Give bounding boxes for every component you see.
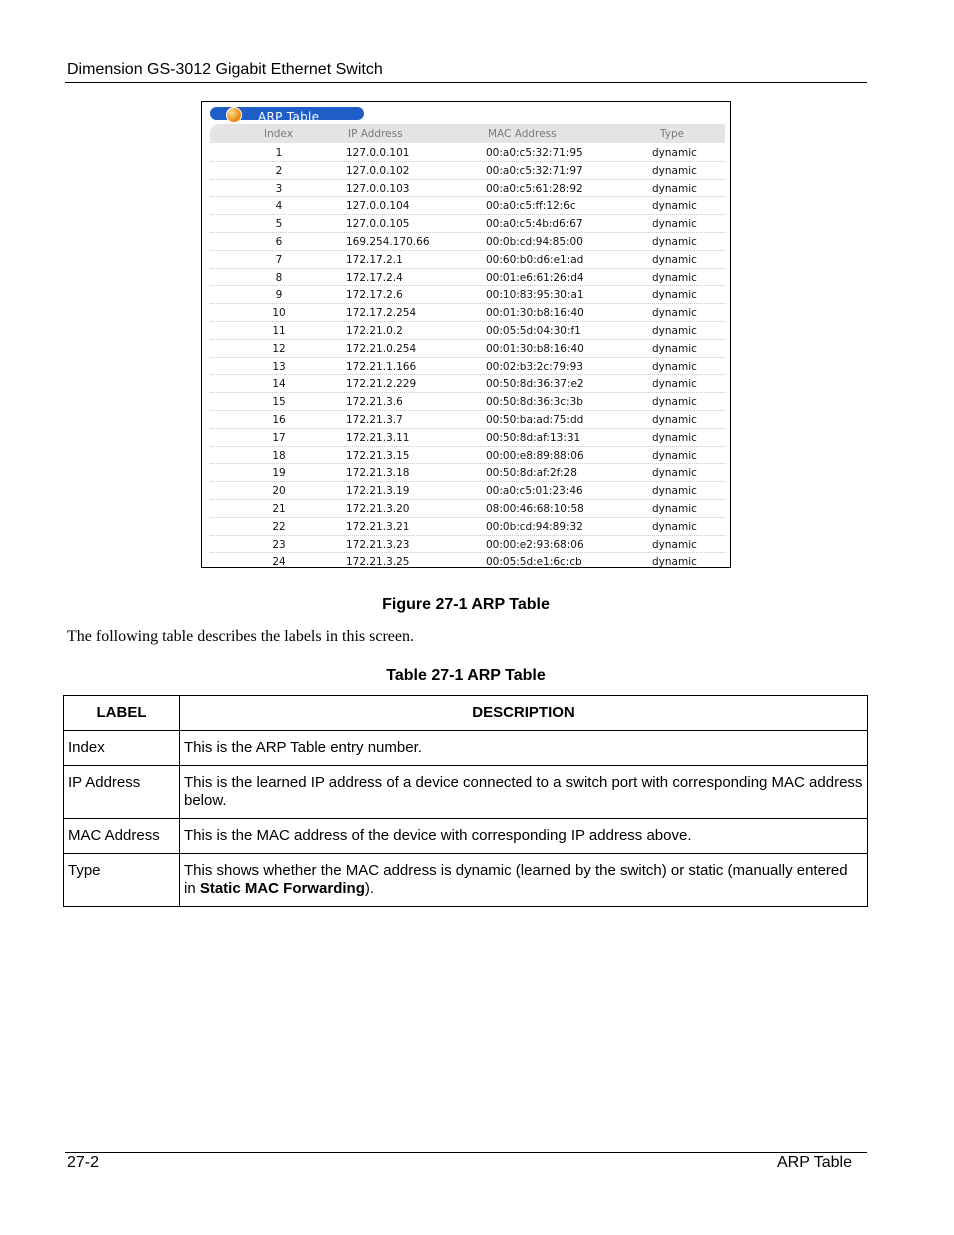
cell-index: 17 (272, 431, 286, 444)
column-header-type: Type (660, 128, 685, 140)
cell-mac-address: 00:05:5d:e1:6c:cb (486, 556, 582, 568)
label-description-table (63, 695, 868, 907)
cell-ip-address: 172.17.2.254 (346, 307, 417, 320)
cell-index: 22 (272, 520, 286, 533)
arp-row (210, 536, 725, 554)
arp-table-screenshot (201, 101, 731, 568)
arp-row (210, 340, 725, 358)
cell-index: 9 (275, 289, 283, 302)
cell-mac-address: 00:a0:c5:ff:12:6c (486, 200, 576, 213)
cell-type: dynamic (652, 378, 697, 391)
cell-ip-address: 172.21.3.11 (346, 431, 410, 444)
header-description: DESCRIPTION (180, 696, 868, 731)
row-label: MAC Address (64, 819, 180, 854)
cell-ip-address: 169.254.170.66 (346, 235, 430, 248)
arp-table-header (210, 124, 725, 143)
cell-ip-address: 172.21.3.21 (346, 520, 410, 533)
desc-text-before: This shows whether the MAC address is dynamic (learned by the switch) or static (manually entered in (184, 862, 848, 897)
cell-index: 5 (275, 218, 283, 231)
cell-ip-address: 127.0.0.102 (346, 164, 410, 177)
cell-ip-address: 172.21.3.7 (346, 413, 403, 426)
cell-mac-address: 00:50:8d:36:37:e2 (486, 378, 584, 391)
cell-index: 21 (272, 502, 286, 515)
cell-ip-address: 172.21.1.166 (346, 360, 417, 373)
cell-ip-address: 172.21.0.254 (346, 342, 417, 355)
cell-mac-address: 00:50:8d:af:2f:28 (486, 467, 577, 480)
row-label: Type (64, 854, 180, 907)
cell-index: 16 (272, 413, 286, 426)
cell-mac-address: 00:0b:cd:94:89:32 (486, 520, 583, 533)
cell-type: dynamic (652, 182, 697, 195)
cell-mac-address: 00:a0:c5:01:23:46 (486, 485, 583, 498)
column-header-ip-address: IP Address (348, 128, 403, 140)
row-label: Index (64, 731, 180, 766)
cell-mac-address: 00:50:8d:af:13:31 (486, 431, 581, 444)
cell-mac-address: 00:50:ba:ad:75:dd (486, 413, 584, 426)
cell-mac-address: 00:a0:c5:32:71:95 (486, 147, 583, 159)
cell-mac-address: 00:a0:c5:61:28:92 (486, 182, 583, 195)
table-row (64, 854, 868, 907)
cell-ip-address: 172.17.2.6 (346, 289, 403, 302)
cell-ip-address: 172.17.2.1 (346, 253, 403, 266)
column-header-mac-address: MAC Address (488, 128, 557, 140)
cell-type: dynamic (652, 538, 697, 551)
cell-type: dynamic (652, 253, 697, 266)
arp-row (210, 144, 725, 162)
cell-mac-address: 00:a0:c5:4b:d6:67 (486, 218, 583, 231)
cell-ip-address: 172.21.3.20 (346, 502, 410, 515)
cell-type: dynamic (652, 396, 697, 409)
arp-row (210, 482, 725, 500)
cell-type: dynamic (652, 449, 697, 462)
arp-row (210, 411, 725, 429)
cell-ip-address: 172.21.3.15 (346, 449, 410, 462)
cell-type: dynamic (652, 520, 697, 533)
table-header-row (64, 696, 868, 731)
cell-type: dynamic (652, 200, 697, 213)
static-mac-forwarding-term: Static MAC Forwarding (199, 880, 365, 897)
panel-title: ARP Table (258, 110, 320, 124)
arp-row (210, 304, 725, 322)
cell-type: dynamic (652, 218, 697, 231)
arp-row (210, 358, 725, 376)
cell-ip-address: 172.21.3.19 (346, 485, 410, 498)
footer-rule (65, 1152, 867, 1153)
arp-row (210, 215, 725, 233)
arp-row (210, 180, 725, 198)
cell-index: 15 (272, 396, 286, 409)
cell-index: 7 (275, 253, 283, 266)
cell-type: dynamic (652, 342, 697, 355)
arp-row (210, 162, 725, 180)
cell-type: dynamic (652, 556, 697, 568)
arp-row (210, 464, 725, 482)
cell-mac-address: 00:05:5d:04:30:f1 (486, 324, 581, 337)
header-rule (65, 82, 867, 83)
cell-mac-address: 00:00:e2:93:68:06 (486, 538, 584, 551)
arp-table-rows (210, 144, 725, 568)
arp-row (210, 197, 725, 215)
footer-page-number: 27-2 (67, 1154, 100, 1171)
row-description: This is the ARP Table entry number. (180, 731, 868, 766)
cell-type: dynamic (652, 467, 697, 480)
table-row (64, 731, 868, 766)
desc-text-after: ). (364, 880, 375, 897)
cell-index: 1 (275, 147, 283, 159)
cell-type: dynamic (652, 289, 697, 302)
cell-type: dynamic (652, 147, 697, 159)
cell-ip-address: 172.21.0.2 (346, 324, 403, 337)
row-description: This is the MAC address of the device with corresponding IP address above. (180, 819, 868, 854)
row-label: IP Address (64, 766, 180, 819)
cell-index: 4 (275, 200, 283, 213)
arp-row (210, 429, 725, 447)
cell-index: 18 (272, 449, 286, 462)
page-header-title: Dimension GS-3012 Gigabit Ethernet Switch (67, 61, 383, 78)
cell-mac-address: 00:60:b0:d6:e1:ad (486, 253, 584, 266)
cell-index: 13 (272, 360, 286, 373)
table-caption: Table 27-1 ARP Table (386, 667, 546, 684)
cell-ip-address: 172.21.3.18 (346, 467, 410, 480)
cell-ip-address: 172.21.2.229 (346, 378, 417, 391)
table-row (64, 766, 868, 819)
cell-mac-address: 00:a0:c5:32:71:97 (486, 164, 583, 177)
cell-index: 12 (272, 342, 286, 355)
cell-index: 3 (275, 182, 283, 195)
cell-mac-address: 00:0b:cd:94:85:00 (486, 235, 583, 248)
cell-index: 19 (272, 467, 286, 480)
cell-type: dynamic (652, 485, 697, 498)
row-description: This is the learned IP address of a device connected to a switch port with corresponding MAC address below. (180, 766, 868, 819)
arp-row (210, 500, 725, 518)
cell-mac-address: 00:50:8d:36:3c:3b (486, 396, 583, 409)
arp-row (210, 251, 725, 269)
arp-row (210, 447, 725, 465)
cell-type: dynamic (652, 164, 697, 177)
cell-type: dynamic (652, 307, 697, 320)
figure-caption: Figure 27-1 ARP Table (382, 596, 550, 613)
cell-index: 24 (272, 556, 286, 568)
cell-mac-address: 00:10:83:95:30:a1 (486, 289, 584, 302)
cell-index: 10 (272, 307, 286, 320)
cell-index: 2 (275, 164, 283, 177)
header-label: LABEL (64, 696, 180, 731)
cell-ip-address: 127.0.0.103 (346, 182, 410, 195)
cell-type: dynamic (652, 271, 697, 284)
intro-text: The following table describes the labels in this screen. (67, 628, 415, 645)
cell-index: 20 (272, 485, 286, 498)
orange-ball-icon (226, 107, 242, 123)
cell-index: 23 (272, 538, 286, 551)
cell-index: 14 (272, 378, 286, 391)
arp-row (210, 269, 725, 287)
cell-type: dynamic (652, 360, 697, 373)
cell-ip-address: 127.0.0.105 (346, 218, 410, 231)
row-description (180, 854, 868, 907)
cell-index: 8 (275, 271, 283, 284)
cell-mac-address: 08:00:46:68:10:58 (486, 502, 584, 515)
panel-title-bar (210, 107, 364, 124)
cell-ip-address: 127.0.0.104 (346, 200, 410, 213)
cell-ip-address: 172.21.3.25 (346, 556, 410, 568)
cell-type: dynamic (652, 502, 697, 515)
cell-type: dynamic (652, 235, 697, 248)
cell-mac-address: 00:01:30:b8:16:40 (486, 307, 584, 320)
cell-mac-address: 00:01:30:b8:16:40 (486, 342, 584, 355)
cell-mac-address: 00:00:e8:89:88:06 (486, 449, 584, 462)
cell-ip-address: 172.21.3.6 (346, 396, 403, 409)
footer-section: ARP Table (776, 1154, 852, 1171)
arp-row (210, 518, 725, 536)
cell-mac-address: 00:01:e6:61:26:d4 (486, 271, 584, 284)
cell-index: 11 (272, 324, 286, 337)
cell-mac-address: 00:02:b3:2c:79:93 (486, 360, 583, 373)
cell-ip-address: 127.0.0.101 (346, 147, 410, 159)
cell-ip-address: 172.17.2.4 (346, 271, 403, 284)
cell-type: dynamic (652, 431, 697, 444)
cell-type: dynamic (652, 324, 697, 337)
table-row (64, 819, 868, 854)
arp-row (210, 286, 725, 304)
arp-row (210, 233, 725, 251)
column-header-index: Index (264, 128, 293, 140)
cell-type: dynamic (652, 413, 697, 426)
arp-row (210, 322, 725, 340)
cell-index: 6 (275, 235, 283, 248)
arp-row (210, 393, 725, 411)
cell-ip-address: 172.21.3.23 (346, 538, 410, 551)
arp-row (210, 375, 725, 393)
arp-row (210, 553, 725, 568)
